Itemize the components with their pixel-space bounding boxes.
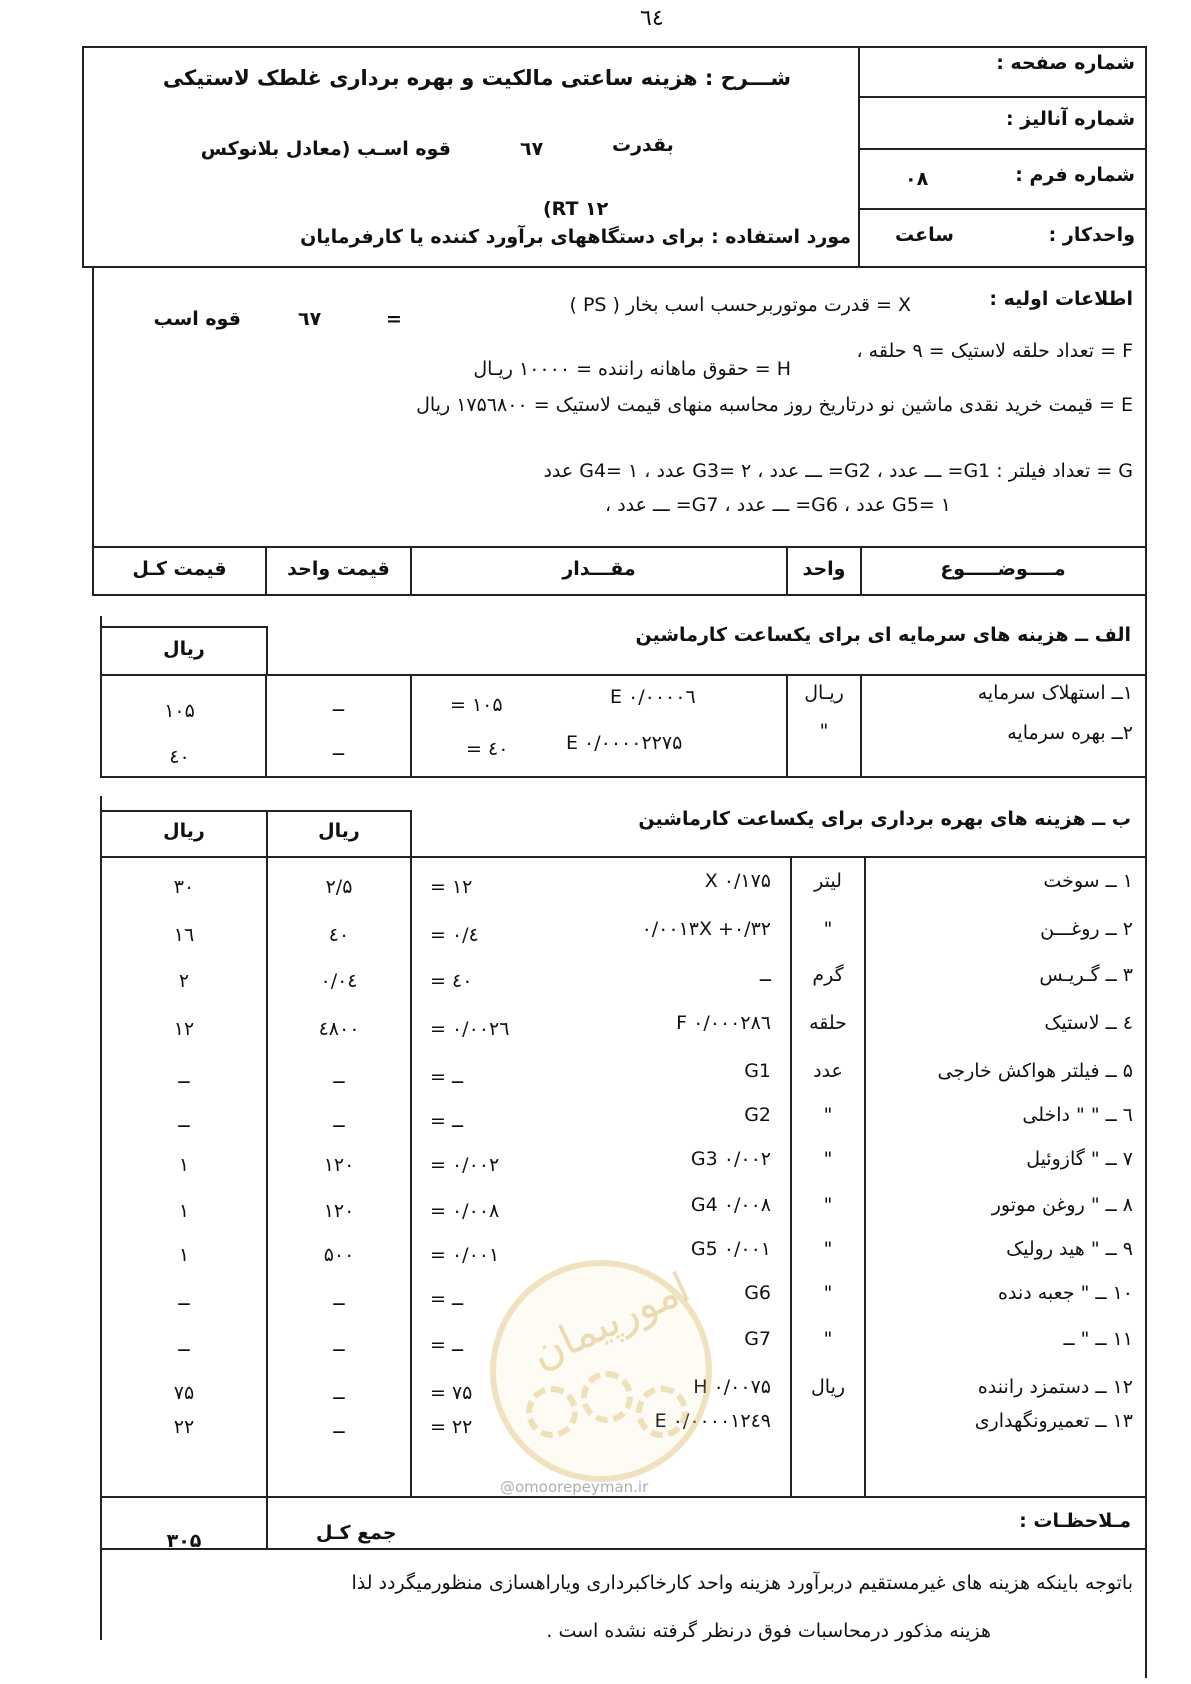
row-unit: " (823, 1328, 833, 1350)
description-title: شـــرح : هزینه ساعتی مالکیت و بهره برداری غلطک لاستیکی (162, 66, 791, 90)
page-number: ٦٤ (640, 6, 664, 31)
row-unit-price: ۱۲۰ (323, 1200, 355, 1222)
col-header-quantity: مقـــدار (562, 558, 636, 580)
x-definition: X = قدرت موتوربرحسب اسب بخار ( PS ) (569, 294, 911, 316)
row-subject: ۳ ــ گـریـس (1039, 964, 1133, 986)
note-text-line1: باتوجه باینکه هزینه های غیرمستقیم دربرآورد هزینه واحد کارخاکبرداری ویاراهسازی منظورمیگردد لذا (351, 1572, 1133, 1594)
row-result: = ٤۰ (466, 738, 509, 760)
row-total: ۱۲ (173, 1018, 195, 1040)
sum-row-divider (266, 1496, 268, 1548)
row-result: = ۱۰۵ (450, 694, 503, 716)
row-subject: ۱ ــ سوخت (1043, 870, 1133, 892)
row-subject: ۱۲ ــ دستمزد راننده (977, 1376, 1133, 1398)
row-subject: ۸ ــ " روغن موتور (991, 1194, 1133, 1216)
section-b-currency-top (100, 810, 412, 812)
row-unit: ریـال (804, 682, 844, 704)
row-unit-price: ۱۲۰ (323, 1154, 355, 1176)
row-subject: ۲ ــ روغـــن (1040, 918, 1133, 940)
watermark-text: @omoorepeyman.ir (500, 1478, 649, 1496)
sum-value: ۳۰۵ (166, 1530, 202, 1552)
row-unit: حلقه (809, 1012, 847, 1034)
row-unit-price: ــ (333, 1416, 345, 1438)
row-result: = ۰/۰۰۱ (430, 1244, 500, 1266)
section-b-total-currency: ریال (163, 820, 205, 842)
row-total: ۱۰۵ (164, 700, 195, 722)
row-subject: ۱۳ ــ تعمیرونگهداری (974, 1410, 1133, 1432)
row-total: ــ (178, 1066, 190, 1088)
gear-icon (526, 1386, 578, 1438)
info-left-border (92, 266, 94, 548)
row-total: ۱ (178, 1200, 190, 1222)
row-unit-price: ــ (333, 1382, 345, 1404)
row-formula: E ۰/۰۰۰۰۲۲۷۵ (566, 732, 683, 754)
header-row2 (858, 148, 1146, 150)
section-b-title: ب ــ هزینه های بهره برداری برای یکساعت کارماشین (638, 808, 1131, 830)
row-unit: " (819, 720, 829, 742)
row-formula: F ۰/۰۰۰۲۸٦ (676, 1012, 771, 1034)
row-formula: X ۰/۱۷۵ (704, 870, 771, 892)
frame-right (1145, 46, 1147, 1678)
row-subject: ۱۱ ــ " ــ (1063, 1328, 1133, 1350)
row-result: = ۰/۰۰۸ (430, 1200, 500, 1222)
row-formula: G2 (744, 1104, 771, 1126)
note-text-line2: هزینه مذکور درمحاسبات فوق درنظر گرفته نشده است . (546, 1620, 991, 1642)
gear-icon (636, 1386, 688, 1438)
row-formula: G1 (744, 1060, 771, 1082)
watermark-logo: امورپیمان (523, 1262, 697, 1379)
row-unit: ریال (810, 1376, 846, 1398)
frame-left-top (82, 46, 84, 266)
work-unit-label: واحدکار : (1048, 224, 1135, 246)
row-total: ۳۰ (173, 876, 195, 898)
section-a-currency-right (266, 626, 268, 674)
frame-top (82, 46, 1147, 48)
row-unit-price: ــ (333, 1110, 345, 1132)
col-header-subject: مــــوضـــــوع (940, 558, 1066, 580)
row-result: = ــ (430, 1334, 464, 1356)
power-label: بقدرت (612, 134, 674, 156)
row-unit: عدد (813, 1060, 843, 1082)
row-result: = ۰/۰۰۲ (430, 1154, 500, 1176)
row-unit-price: ــ (332, 694, 345, 716)
section-b-col-unit (790, 856, 792, 1496)
row-unit: " (823, 1148, 833, 1170)
section-a-currency: ریال (163, 638, 205, 660)
row-unit-price: ــ (333, 1334, 345, 1356)
row-total: ٤۰ (169, 746, 190, 768)
row-unit: لیتر (814, 870, 842, 892)
gear-icon (581, 1371, 633, 1423)
section-a-title: الف ــ هزینه های سرمایه ای برای یکساعت کارماشین (635, 624, 1131, 646)
power-value: ٦٧ (520, 138, 544, 160)
notes-label: مـلاحظـات : (1019, 1510, 1131, 1532)
row-formula: E ۰/۰۰۰۰٦ (610, 686, 696, 708)
power-unit: قوه اسـب (معادل بلانوکس (200, 138, 451, 160)
g-definition-line2: G5= ۱ عدد ، G6= ـــ عدد ، G7= ـــ عدد ، (605, 494, 951, 516)
row-formula: ۰/۰۰۱۳X +۰/۳۲ (641, 918, 771, 940)
initial-info-title: اطلاعات اولیه : (989, 288, 1133, 310)
row-result: = ــ (430, 1110, 464, 1132)
row-result: = ــ (430, 1066, 464, 1088)
section-b-unit-price-currency: ریال (318, 820, 360, 842)
header-row3 (858, 208, 1146, 210)
e-definition: E = قیمت خرید نقدی ماشین نو درتاریخ روز محاسبه منهای قیمت لاستیک = ۱۷۵٦۸۰۰ ریال (416, 394, 1133, 416)
row-subject: ۷ ــ " گازوئیل (1026, 1148, 1133, 1170)
col-header-total: قیمت کـل (132, 558, 227, 580)
row-subject: ۹ ــ " هید رولیک (1006, 1238, 1133, 1260)
section-b-rows-top (100, 856, 1147, 858)
col-header-unit: واحد (802, 558, 846, 580)
row-total: ــ (178, 1110, 190, 1132)
col-header-unit-price: قیمت واحد (287, 558, 390, 580)
x-equals: = (386, 308, 402, 330)
f-definition: F = تعداد حلقه لاستیک = ۹ حلقه ، (856, 340, 1133, 362)
analysis-no-label: شماره آنالیز : (1005, 108, 1135, 130)
row-unit: " (823, 1194, 833, 1216)
row-unit: " (823, 1282, 833, 1304)
row-subject: ۱ــ استهلاک سرمایه (977, 682, 1133, 704)
row-result: = ٤۰ (430, 970, 473, 992)
section-a-rows-top (100, 674, 1147, 676)
header-divider (858, 46, 860, 268)
g-definition-line1: G = تعداد فیلتر : G1= ـــ عدد ، G2= ـــ عدد ، G3= ۲ عدد ، G4= ۱ عدد (543, 460, 1133, 482)
row-formula: G3 ۰/۰۰۲ (690, 1148, 771, 1170)
section-b-col-subject (864, 856, 866, 1496)
row-result: = ۰/۰۰۲٦ (430, 1018, 510, 1040)
row-unit-price: ــ (333, 1288, 345, 1310)
section-a-bottom (100, 776, 1147, 778)
section-b-currency-right (410, 810, 412, 1496)
work-unit-value: ساعت (895, 224, 954, 246)
row-total: ۷۵ (173, 1382, 195, 1404)
row-total: ۱٦ (173, 924, 195, 946)
row-formula: G5 ۰/۰۰۱ (690, 1238, 771, 1260)
row-unit: گرم (812, 964, 844, 986)
row-unit-price: ــ (333, 1066, 345, 1088)
row-unit: " (823, 1104, 833, 1126)
row-formula: G7 (744, 1328, 771, 1350)
row-formula: G6 (744, 1282, 771, 1304)
row-result: = ۱۲ (430, 876, 473, 898)
header-bottom (82, 266, 1147, 268)
row-unit-price: ــ (332, 738, 345, 760)
row-subject: ٦ ــ " " داخلی (1022, 1104, 1133, 1126)
usage-line: مورد استفاده : برای دستگاههای برآورد کننده یا کارفرمایان (300, 226, 851, 248)
row-unit-price: ٤۰ (328, 924, 350, 946)
row-total: ۱ (178, 1154, 190, 1176)
row-total: ــ (178, 1288, 190, 1310)
page-no-label: شماره صفحه : (996, 52, 1135, 74)
row-result: = ۲۲ (430, 1416, 473, 1438)
model-code: (RT ۱۲ (543, 198, 609, 220)
row-unit: " (823, 918, 833, 940)
section-a-col-uprice (265, 674, 267, 776)
row-unit-price: ۰/۰٤ (320, 970, 358, 992)
section-b-bottom (100, 1496, 1147, 1498)
row-unit: " (823, 1238, 833, 1260)
row-result: = ۰/٤ (430, 924, 479, 946)
form-no-value: ۰۸ (905, 168, 929, 190)
row-formula: ــ (759, 964, 771, 986)
row-subject: ۱۰ ــ " جعبه دنده (998, 1282, 1133, 1304)
row-result: = ۷۵ (430, 1382, 473, 1404)
row-unit-price: ٤۸۰۰ (318, 1018, 360, 1040)
header-row1 (858, 96, 1146, 98)
section-a-col-qty (410, 674, 412, 776)
x-value: ٦٧ (298, 308, 322, 330)
sum-label: جمع کـل (316, 1522, 397, 1544)
section-a-currency-top (100, 626, 266, 628)
h-definition: H = حقوق ماهانه راننده = ۱۰۰۰۰ ریـال (473, 358, 791, 380)
row-subject: ۵ ــ فیلتر هواکش خارجی (937, 1060, 1133, 1082)
row-subject: ۲ــ بهره سرمایه (1007, 722, 1133, 744)
row-unit-price: ۲/۵ (325, 876, 353, 898)
x-unit: قوه اسب (153, 308, 241, 330)
watermark-seal (490, 1260, 712, 1482)
row-subject: ٤ ــ لاستیک (1044, 1012, 1133, 1034)
info-bottom (92, 546, 1147, 548)
row-formula: E ۰/۰۰۰۰۱۲٤۹ (654, 1410, 771, 1432)
form-no-label: شماره فرم : (1015, 164, 1135, 186)
row-result: = ــ (430, 1288, 464, 1310)
row-total: ۱ (178, 1244, 190, 1266)
table-header-bottom (92, 594, 1147, 596)
row-unit-price: ۵۰۰ (323, 1244, 355, 1266)
row-total: ــ (178, 1334, 190, 1356)
row-total: ۲ (178, 970, 190, 992)
row-formula: H ۰/۰۰۷۵ (693, 1376, 771, 1398)
row-formula: G4 ۰/۰۰۸ (690, 1194, 771, 1216)
row-total: ۲۲ (173, 1416, 195, 1438)
